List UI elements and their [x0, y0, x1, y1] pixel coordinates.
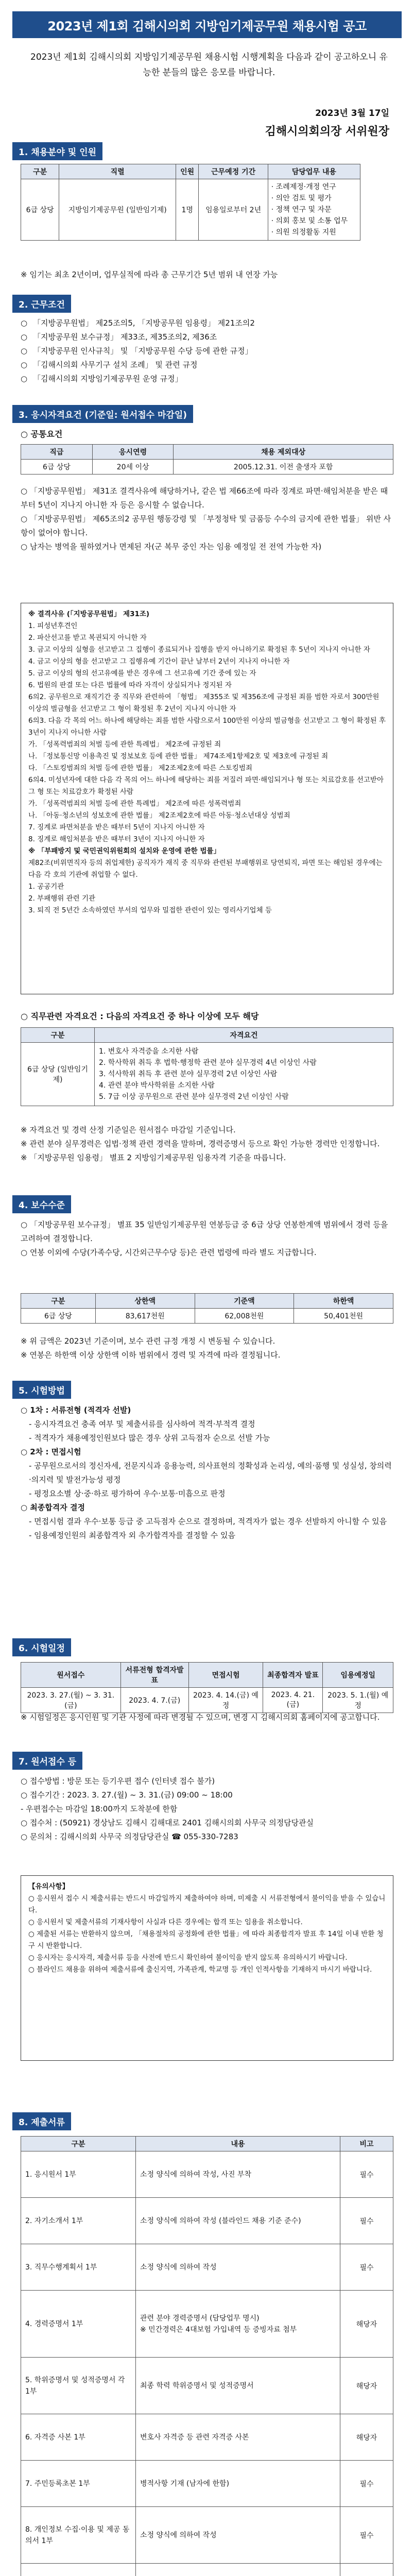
table-cell: 필수	[340, 2151, 393, 2198]
table-cell: 2023. 4. 7.(금)	[120, 1688, 188, 1713]
box-line: ○ 응시원서 접수 시 제출서류는 반드시 마감일까지 제출하여야 하며, 미제출 시 서류전형에서 불이익을 받을 수 있습니다.	[28, 1894, 386, 1914]
table-cell: 83,617천원	[95, 1309, 195, 1324]
list-item: ○ 최종합격자 결정	[21, 1503, 85, 1512]
list-item: - 면접시험 결과 우수·보통 등급 중 고득점자 순으로 결정하며, 적격자가 없는 경우 선발하지 아니할 수 있음	[29, 1517, 387, 1526]
table-header: 근무예정 기간	[199, 164, 268, 179]
table-cell: 1. 변호사 자격증을 소지한 사람 2. 학사학위 취득 후 법학·행정학 관련 분야 실무경력 4년 이상인 사람 3. 석사학위 취득 후 관련 분야 실무경력 2년 이상인 사람 4. 관련 분야 박사학위를 소지한 사람 5. 7급 이상 공무원으로 관련 분야 실무경력 2년 이상인 사람	[95, 1043, 393, 1106]
paragraph: ○ 접수처 : (50921) 경상남도 김해시 김해대로 2401 김해시의회 사무국 의정담당관실	[21, 1818, 314, 1827]
table-header: 구분	[21, 1028, 95, 1043]
paragraph: ○ 「지방공무원법」 제31조 결격사유에 해당하거나, 같은 법 제66조에 따라 징계로 파면·해임처분을 받은 때부터 5년이 지나지 아니한 자 등은 응시할 수 없습니다.	[21, 486, 388, 510]
table-header: 하한액	[294, 1294, 393, 1309]
table-cell: 최종 학력 학위증명서 및 성적증명서	[136, 2358, 340, 2414]
table-header: 구분	[21, 1294, 96, 1309]
table-header: 임용예정일	[323, 1663, 393, 1688]
work-conditions: ○ 「지방공무원법」 제25조의5, 「지방공무원 임용령」 제21조의2 ○ 「지방공무원 보수규정」 제33조, 제35조의2, 제36조 ○ 「지방공무원 인사규칙」 및 「지방공무원 수당 등에 관한 규정」 ○ 「김해시의회 사무기구 설치 조례」 및 관련 규정 ○ 「김해시의회 지방임기제공무원 운영 규정」	[21, 316, 393, 386]
table-cell: 관련 분야 경력증명서 (담당업무 명시) ※ 민간경력은 4대보험 가입내역 등 증빙자료 첨부	[136, 2291, 340, 2358]
table-cell: 2. 자기소개서 1부	[21, 2198, 136, 2244]
documents-table	[21, 2136, 393, 2576]
table-cell: 2023. 4. 21.(금)	[263, 1688, 323, 1713]
list-item: ○ 1차 : 서류전형 (적격자 선발)	[21, 1405, 131, 1415]
box-line: ※ 결격사유 (「지방공무원법」 제31조)	[28, 610, 150, 618]
box-line: ○ 블라인드 채용을 위하여 제출서류에 출신지역, 가족관계, 학교명 등 개인 인적사항을 기재하지 마시기 바랍니다.	[28, 1965, 372, 1974]
table-cell: 50,401천원	[294, 1309, 393, 1324]
duty-item: · 의회 홍보 및 소통 업무	[271, 217, 348, 225]
subsection-title: ○ 직무관련 자격요건 : 다음의 자격요건 중 하나 이상에 모두 해당	[21, 1011, 259, 1021]
box-line: ※ 「부패방지 및 국민권익위원회의 설치와 운영에 관한 법률」	[28, 847, 220, 855]
page-title: 2023년 제1회 김해시의회 지방임기제공무원 채용시험 공고	[12, 11, 402, 38]
table-cell: 1. 응시원서 1부	[21, 2151, 136, 2198]
table-cell: 소정 양식에 의하여 작성, 사진 부착	[136, 2151, 340, 2198]
table-cell: 5. 학위증명서 및 성적증명서 각 1부	[21, 2358, 136, 2414]
table-cell: 4. 경력증명서 1부	[21, 2291, 136, 2358]
schedule-table	[21, 1662, 393, 1713]
paragraph: - 우편접수는 마감일 18:00까지 도착분에 한함	[21, 1804, 178, 1814]
box-line: 5. 금고 이상의 형의 선고유예를 받은 경우에 그 선고유예 기간 중에 있는 자	[28, 669, 256, 677]
note: ※ 임기는 최초 2년이며, 업무실적에 따라 총 근무기간 5년 범위 내 연장 가능	[21, 270, 278, 279]
box-line: 다. 「스토킹범죄의 처벌 등에 관한 법률」 제2조제2호에 따른 스토킹범죄	[28, 764, 252, 772]
table-cell: 필수	[340, 2507, 393, 2564]
table-header: 구분	[21, 2137, 136, 2151]
table-header: 상한액	[95, 1294, 195, 1309]
table-header: 자격요건	[95, 1028, 393, 1043]
issuer: 김해시의회의장 서위원장	[265, 125, 389, 138]
disqualification-box	[21, 603, 393, 994]
table-header: 채용 제외대상	[174, 445, 393, 460]
table-cell: 필수	[340, 2244, 393, 2291]
table-cell: 변호사 자격증 등 관련 자격증 사본	[136, 2414, 340, 2461]
table-cell	[21, 2564, 136, 2576]
section-label: 4. 보수수준	[12, 1195, 71, 1213]
table-cell: 6급 상당	[21, 1309, 96, 1324]
table-header: 비고	[340, 2137, 393, 2151]
list-item: - 공무원으로서의 정신자세, 전문지식과 응용능력, 의사표현의 정확성과 논리성, 예의·품행 및 성실성, 창의력·의지력 및 발전가능성 평정	[29, 1461, 392, 1484]
caution-box	[21, 1875, 393, 2061]
table-header: 직급	[21, 445, 93, 460]
list-item: 「김해시의회 지방임기제공무원 운영 규정」	[33, 374, 183, 383]
section-header-6	[12, 1638, 71, 1656]
box-line: 3. 퇴직 전 5년간 소속하였던 부서의 업무와 밀접한 관련이 있는 영리사기업체 등	[28, 906, 272, 914]
section-label: 7. 원서접수 등	[12, 1752, 82, 1770]
table-cell: 임용일로부터 2년	[199, 179, 268, 241]
section-header-7	[12, 1752, 82, 1770]
paragraph: ○ 접수기간 : 2023. 3. 27.(월) ~ 3. 31.(금) 09:00 ~ 18:00	[21, 1790, 233, 1800]
paragraph: ○ 남자는 병역을 필하였거나 면제된 자(군 복무 중인 자는 임용 예정일 전 전역 가능한 자)	[21, 542, 322, 551]
list-item: 「지방공무원법」 제25조의5, 「지방공무원 임용령」 제21조의2	[33, 318, 255, 328]
box-line: 4. 금고 이상의 형을 선고받고 그 집행유예 기간이 끝난 날부터 2년이 지나지 아니한 자	[28, 657, 290, 666]
table-cell: 1명	[176, 179, 198, 241]
box-line: 6의2. 공무원으로 재직기간 중 직무와 관련하여 「형법」 제355조 및 제356조에 규정된 죄를 범한 자로서 300만원 이상의 벌금형을 선고받고 그 형이 확정된 후 2년이 지나지 아니한 자	[28, 693, 380, 713]
table-cell: 6급 상당 (일반임기제)	[21, 1043, 95, 1106]
note: ※ 자격요건 및 경력 산정 기준일은 원서접수 마감일 기준입니다.	[21, 1125, 236, 1134]
table-header: 서류전형 합격자발표	[120, 1663, 188, 1688]
pay-table	[21, 1293, 393, 1324]
box-line: 【유의사항】	[28, 1883, 70, 1891]
note: ※ 위 금액은 2023년 기준이며, 보수 관련 규정 개정 시 변동될 수 있습니다.	[21, 1336, 275, 1346]
section-label: 2. 근무조건	[12, 295, 71, 313]
notes	[21, 1123, 393, 1165]
paragraph: ○ 접수방법 : 방문 또는 등기우편 접수 (인터넷 접수 불가)	[21, 1776, 215, 1786]
list-item: 「지방공무원 보수규정」 제33조, 제35조의2, 제36조	[33, 332, 217, 342]
section-label: 6. 시험일정	[12, 1638, 71, 1656]
table-cell	[340, 2564, 393, 2576]
note: ※ 관련 분야 실무경력은 입법·정책 관련 경력을 말하며, 경력증명서 등으로 확인 가능한 경력만 인정합니다.	[21, 1139, 380, 1148]
section-label: 5. 시험방법	[12, 1381, 71, 1399]
list-item: - 임용예정인원의 최종합격자 외 추가합격자를 결정할 수 있음	[29, 1531, 236, 1540]
note: ※ 「지방공무원 임용령」 별표 2 지방임기제공무원 임용자격 기준을 따릅니다.	[21, 1153, 286, 1162]
box-line: 가. 「성폭력범죄의 처벌 등에 관한 특례법」 제2조에 따른 성폭력범죄	[28, 800, 242, 808]
box-line: 2. 부패행위 관련 기관	[28, 894, 96, 903]
table-cell: 필수	[340, 2198, 393, 2244]
duties-cell	[268, 179, 360, 241]
pay-paras	[21, 1218, 393, 1260]
table-header: 직렬	[59, 164, 176, 179]
section-label: 8. 제출서류	[12, 2112, 71, 2130]
section-header-4	[12, 1195, 71, 1213]
table-cell: 필수	[340, 2461, 393, 2507]
box-line: 나. 「정보통신망 이용촉진 및 정보보호 등에 관한 법률」 제74조제1항제2호 및 제3호에 규정된 죄	[28, 752, 329, 760]
box-line: 제82조(비위면직자 등의 취업제한) 공직자가 재직 중 직무와 관련된 부패행위로 당연퇴직, 파면 또는 해임된 경우에는 다음 각 호의 기관에 취업할 수 없다.	[28, 859, 383, 879]
section-header-3	[12, 405, 193, 423]
paragraph: ○ 「지방공무원법」 제65조의2 공무원 행동강령 및 「부정청탁 및 금품등 수수의 금지에 관한 법률」 위반 사항이 없어야 합니다.	[21, 514, 391, 537]
table-cell: 3. 직무수행계획서 1부	[21, 2244, 136, 2291]
table-header: 인원	[176, 164, 198, 179]
common-req-table	[21, 444, 393, 474]
job-req-table	[21, 1027, 393, 1106]
box-line: 7. 징계로 파면처분을 받은 때부터 5년이 지나지 아니한 자	[28, 823, 205, 832]
box-line: 6의4. 미성년자에 대한 다음 각 목의 어느 하나에 해당하는 죄를 저질러 파면·해임되거나 형 또는 치료감호를 선고받아 그 형 또는 치료감호가 확정된 사람	[28, 776, 384, 796]
section-header-5	[12, 1381, 71, 1399]
list-item: - 평정요소별 상·중·하로 평가하여 우수·보통·미흡으로 판정	[29, 1489, 226, 1498]
box-line: 8. 징계로 해임처분을 받은 때부터 3년이 지나지 아니한 자	[28, 835, 205, 843]
box-line: 1. 공공기관	[28, 883, 64, 891]
table-cell: 2023. 3. 27.(월) ~ 3. 31.(금)	[21, 1688, 121, 1713]
table-cell: 6급 상당	[21, 179, 59, 241]
eligibility-paras	[21, 484, 393, 554]
paragraph: ○ 연봉 이외에 수당(가족수당, 시간외근무수당 등)은 관련 법령에 따라 별도 지급합니다.	[21, 1248, 317, 1257]
list-item: 「김해시의회 사무기구 설치 조례」 및 관련 규정	[33, 360, 198, 369]
list-item: 「지방공무원 인사규칙」 및 「지방공무원 수당 등에 관한 규정」	[33, 346, 253, 355]
box-line: 나. 「아동·청소년의 성보호에 관한 법률」 제2조제2호에 따른 아동·청소년대상 성범죄	[28, 811, 290, 820]
paragraph: ○ 문의처 : 김해시의회 사무국 의정담당관실 ☎ 055-330-7283	[21, 1832, 238, 1841]
table-cell: 해당자	[340, 2291, 393, 2358]
table-cell: 소정 양식에 의하여 작성	[136, 2507, 340, 2564]
table-cell: 2005.12.31. 이전 출생자 포함	[174, 460, 393, 474]
table-cell: 2023. 5. 1.(월) 예정	[323, 1688, 393, 1713]
table-header: 기준액	[195, 1294, 294, 1309]
list-item: - 적격자가 채용예정인원보다 많은 경우 상위 고득점자 순으로 선발 가능	[29, 1433, 270, 1443]
notice-date: 2023년 3월 17일	[315, 108, 389, 118]
box-line: 가. 「성폭력범죄의 처벌 등에 관한 특례법」 제2조에 규정된 죄	[28, 740, 221, 749]
table-header: 구분	[21, 164, 59, 179]
table-header: 내용	[136, 2137, 340, 2151]
box-line: ○ 응시원서 및 제출서류의 기재사항이 사실과 다른 경우에는 합격 또는 임용을 취소합니다.	[28, 1918, 303, 1926]
section-label: 1. 채용분야 및 인원	[12, 142, 102, 160]
paragraph: ○ 「지방공무원 보수규정」 별표 35 일반임기제공무원 연봉등급 중 6급 상당 연봉한계액 범위에서 경력 등을 고려하여 결정합니다.	[21, 1220, 388, 1243]
subsection-title: ○ 공통요건	[21, 429, 63, 439]
table-cell	[136, 2564, 340, 2576]
table-cell: 소정 양식에 의하여 작성	[136, 2244, 340, 2291]
table-cell: 6급 상당	[21, 460, 93, 474]
list-item: ○ 2차 : 면접시험	[21, 1447, 81, 1456]
box-line: 3. 금고 이상의 실형을 선고받고 그 집행이 종료되거나 집행을 받지 아니하기로 확정된 후 5년이 지나지 아니한 자	[28, 646, 370, 654]
duty-item: · 의원 의정활동 지원	[271, 228, 336, 236]
list-item: - 응시자격요건 충족 여부 및 제출서류를 심사하여 적격·부적격 결정	[29, 1419, 255, 1429]
duty-item: · 의안 검토 및 평가	[271, 194, 332, 202]
section-header-1	[12, 142, 102, 160]
table-header: 최종합격자 발표	[263, 1663, 323, 1688]
box-line: ○ 제출된 서류는 반환하지 않으며, 「채용절차의 공정화에 관한 법률」에 따라 최종합격자 발표 후 14일 이내 반환 청구 시 반환합니다.	[28, 1930, 384, 1950]
table-cell: 20세 이상	[92, 460, 173, 474]
duty-item: · 정책 연구 및 자문	[271, 206, 332, 214]
application-info	[21, 1774, 393, 1844]
table-cell: 62,008천원	[195, 1309, 294, 1324]
table-header: 응시연령	[92, 445, 173, 460]
table-cell: 8. 개인정보 수집·이용 및 제공 동의서 1부	[21, 2507, 136, 2564]
notes	[21, 1334, 393, 1362]
table-cell: 해당자	[340, 2414, 393, 2461]
table-cell: 6. 자격증 사본 1부	[21, 2414, 136, 2461]
table-cell: 병적사항 기재 (남자에 한함)	[136, 2461, 340, 2507]
section-header-2	[12, 295, 71, 313]
exam-method	[21, 1403, 393, 1543]
intro-text: 2023년 제1회 김해시의회 지방임기제공무원 채용시험 시행계획을 다음과 같이 공고하오니 유능한 분들의 많은 응모를 바랍니다.	[30, 52, 388, 78]
section-label: 3. 응시자격요건 (기준일: 원서접수 마감일)	[12, 405, 193, 423]
note: ※ 연봉은 하한액 이상 상한액 이하 범위에서 경력 및 자격에 따라 결정됩니다.	[21, 1350, 281, 1360]
box-line: 1. 피성년후견인	[28, 622, 78, 630]
table-cell: 해당자	[340, 2358, 393, 2414]
table-cell: 7. 주민등록초본 1부	[21, 2461, 136, 2507]
table-cell: 2023. 4. 14.(금) 예정	[188, 1688, 263, 1713]
table-cell: 지방임기제공무원 (일반임기제)	[59, 179, 176, 241]
duty-item: · 조례제정·개정 연구	[271, 183, 336, 191]
table-header: 원서접수	[21, 1663, 121, 1688]
table-cell: 소정 양식에 의하여 작성 (블라인드 채용 기준 준수)	[136, 2198, 340, 2244]
box-line: ○ 응시자는 응시자격, 제출서류 등을 사전에 반드시 확인하여 불이익을 받지 않도록 유의하시기 바랍니다.	[28, 1954, 348, 1962]
recruit-table	[21, 164, 360, 241]
box-line: 6. 법원의 판결 또는 다른 법률에 따라 자격이 상실되거나 정지된 자	[28, 681, 232, 689]
table-header: 담당업무 내용	[268, 164, 360, 179]
box-line: 2. 파산선고를 받고 복권되지 아니한 자	[28, 634, 147, 642]
table-header: 면접시험	[188, 1663, 263, 1688]
note: ※ 시험일정은 응시인원 및 기관 사정에 따라 변경될 수 있으며, 변경 시 김해시의회 홈페이지에 공고합니다.	[21, 1713, 380, 1722]
box-line: 6의3. 다음 각 목의 어느 하나에 해당하는 죄를 범한 사람으로서 100만원 이상의 벌금형을 선고받고 그 형이 확정된 후 3년이 지나지 아니한 사람	[28, 717, 386, 737]
section-header-8	[12, 2112, 71, 2130]
